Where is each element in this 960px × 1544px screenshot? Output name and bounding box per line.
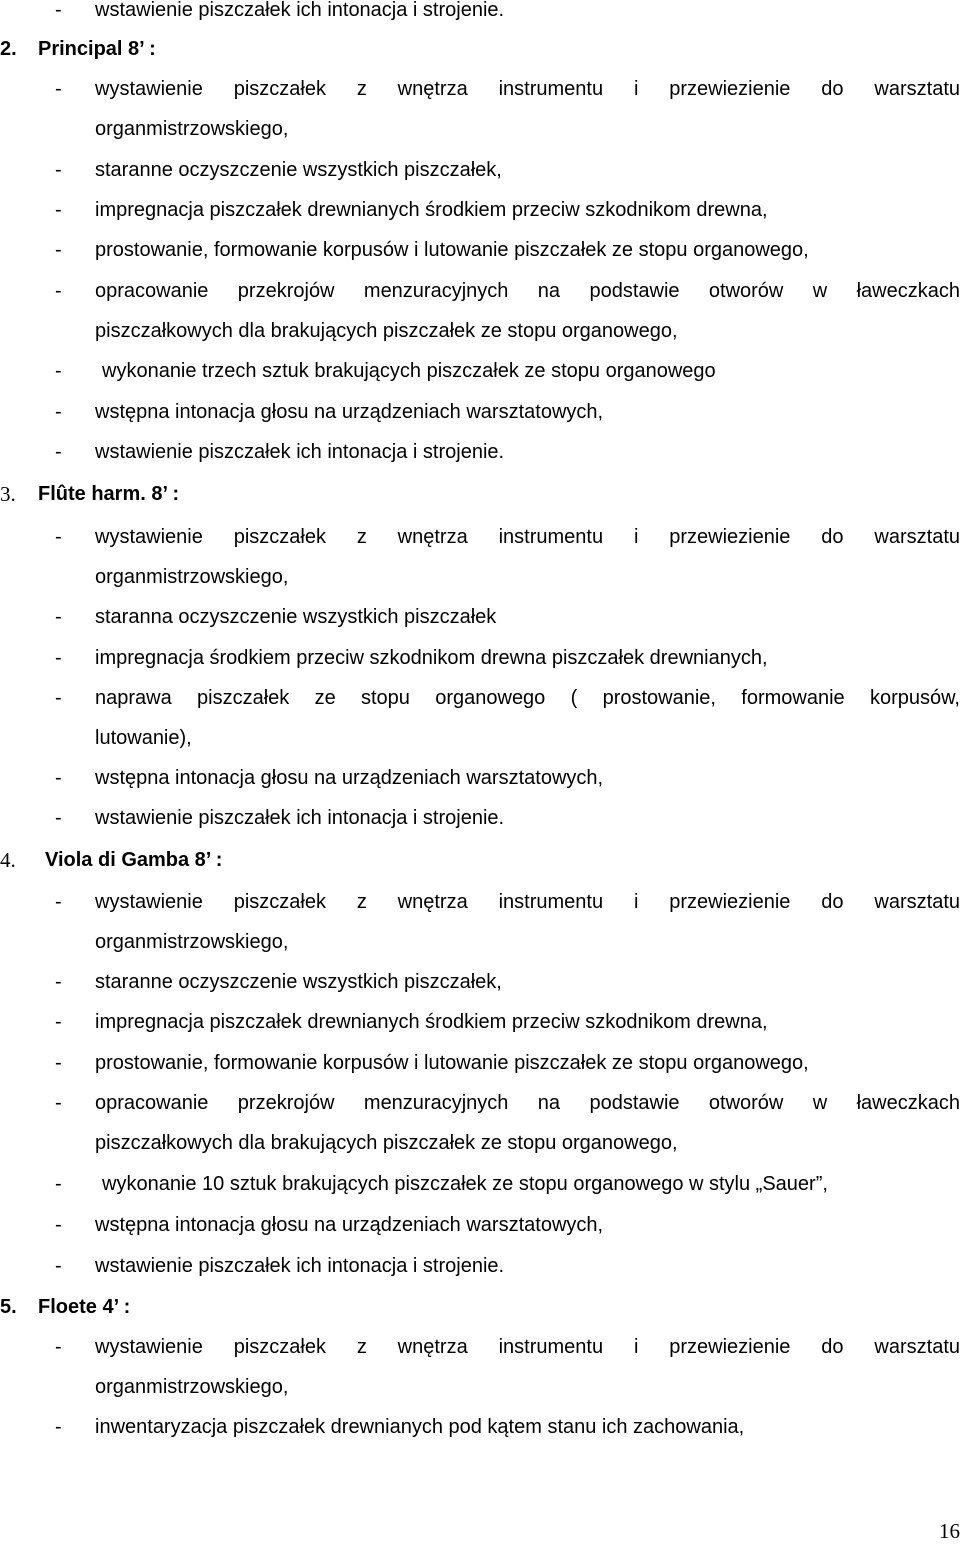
list-item-text: impregnacja środkiem przeciw szkodnikom drewna piszczałek drewnianych, bbox=[95, 647, 768, 669]
list-item bbox=[0, 684, 960, 712]
section-title: Principal 8’ : bbox=[38, 38, 156, 60]
section-title: Viola di Gamba 8’ : bbox=[45, 849, 223, 871]
bullet-dash: - bbox=[55, 1416, 62, 1438]
bullet-dash: - bbox=[55, 1214, 62, 1236]
bullet-dash: - bbox=[55, 606, 62, 628]
list-item-text: lutowanie), bbox=[95, 727, 192, 749]
list-item bbox=[0, 1252, 960, 1280]
section-number: 4. bbox=[0, 848, 16, 872]
list-item-text: organmistrzowskiego, bbox=[95, 1376, 289, 1398]
list-item bbox=[0, 603, 960, 631]
bullet-dash: - bbox=[55, 767, 62, 789]
bullet-dash: - bbox=[55, 526, 62, 548]
list-item-text: wystawienie piszczałek z wnętrza instrumentu i przewiezienie do warsztatu bbox=[95, 526, 960, 548]
list-item-text: wykonanie trzech sztuk brakujących piszczałek ze stopu organowego bbox=[102, 360, 716, 382]
list-item-text: staranna oczyszczenie wszystkich piszczałek bbox=[95, 606, 497, 628]
list-item-text: wstawienie piszczałek ich intonacja i strojenie. bbox=[95, 807, 505, 829]
list-item bbox=[0, 156, 960, 184]
list-item bbox=[0, 1089, 960, 1117]
list-item bbox=[0, 196, 960, 224]
section-number: 3. bbox=[0, 482, 16, 506]
section-heading bbox=[0, 480, 960, 508]
list-item-continuation bbox=[0, 928, 960, 956]
list-item bbox=[0, 438, 960, 466]
list-item bbox=[0, 1413, 960, 1441]
bullet-dash: - bbox=[55, 1092, 62, 1114]
bullet-dash: - bbox=[55, 1255, 62, 1277]
list-item-text: wstawienie piszczałek ich intonacja i strojenie. bbox=[95, 0, 505, 21]
section-number: 5. bbox=[0, 1296, 17, 1318]
list-item bbox=[0, 398, 960, 426]
bullet-dash: - bbox=[55, 280, 62, 302]
list-item-continuation bbox=[0, 724, 960, 752]
bullet-dash: - bbox=[55, 971, 62, 993]
list-item-text: opracowanie przekrojów menzuracyjnych na podstawie otworów w ławeczkach bbox=[95, 1092, 960, 1114]
list-item-continuation bbox=[0, 563, 960, 591]
list-item-text: wstępna intonacja głosu na urządzeniach warsztatowych, bbox=[95, 401, 604, 423]
list-item bbox=[0, 888, 960, 916]
list-item bbox=[0, 804, 960, 832]
bullet-dash: - bbox=[55, 441, 62, 463]
bullet-dash: - bbox=[55, 1173, 62, 1195]
list-item-text: wystawienie piszczałek z wnętrza instrumentu i przewiezienie do warsztatu bbox=[95, 1336, 960, 1358]
list-item-text: wykonanie 10 sztuk brakujących piszczałek ze stopu organowego w stylu „Sauer”, bbox=[102, 1173, 828, 1195]
section-heading bbox=[0, 35, 960, 63]
list-item-continuation bbox=[0, 317, 960, 345]
bullet-dash: - bbox=[55, 78, 62, 100]
bullet-dash: - bbox=[55, 647, 62, 669]
list-item-text: wstawienie piszczałek ich intonacja i strojenie. bbox=[95, 441, 505, 463]
bullet-dash: - bbox=[55, 401, 62, 423]
list-item-text: organmistrzowskiego, bbox=[95, 931, 289, 953]
page-number: 16 bbox=[939, 1519, 960, 1543]
section-heading bbox=[0, 846, 960, 874]
list-item-text: opracowanie przekrojów menzuracyjnych na podstawie otworów w ławeczkach bbox=[95, 280, 960, 302]
list-item-text: impregnacja piszczałek drewnianych środkiem przeciw szkodnikom drewna, bbox=[95, 1011, 768, 1033]
section-number: 2. bbox=[0, 38, 17, 60]
bullet-dash: - bbox=[55, 0, 62, 21]
list-item-text: staranne oczyszczenie wszystkich piszczałek, bbox=[95, 159, 502, 181]
list-item bbox=[0, 0, 960, 24]
list-item-text: wstępna intonacja głosu na urządzeniach warsztatowych, bbox=[95, 767, 604, 789]
bullet-dash: - bbox=[55, 1336, 62, 1358]
list-item bbox=[0, 236, 960, 264]
bullet-dash: - bbox=[55, 199, 62, 221]
bullet-dash: - bbox=[55, 360, 62, 382]
section-title: Flûte harm. 8’ : bbox=[38, 483, 180, 505]
list-item bbox=[0, 644, 960, 672]
list-item-text: prostowanie, formowanie korpusów i lutowanie piszczałek ze stopu organowego, bbox=[95, 239, 809, 261]
list-item bbox=[0, 75, 960, 103]
list-item-text: wystawienie piszczałek z wnętrza instrumentu i przewiezienie do warsztatu bbox=[95, 891, 960, 913]
list-item bbox=[0, 1049, 960, 1077]
list-item bbox=[0, 523, 960, 551]
list-item-text: impregnacja piszczałek drewnianych środkiem przeciw szkodnikom drewna, bbox=[95, 199, 768, 221]
list-item-text: naprawa piszczałek ze stopu organowego ( prostowanie, formowanie korpusów, bbox=[95, 687, 960, 709]
bullet-dash: - bbox=[55, 807, 62, 829]
bullet-dash: - bbox=[55, 1052, 62, 1074]
list-item bbox=[0, 1333, 960, 1361]
bullet-dash: - bbox=[55, 239, 62, 261]
list-item-text: organmistrzowskiego, bbox=[95, 566, 289, 588]
list-item-text: piszczałkowych dla brakujących piszczałek ze stopu organowego, bbox=[95, 1132, 678, 1154]
bullet-dash: - bbox=[55, 159, 62, 181]
list-item-text: wstępna intonacja głosu na urządzeniach warsztatowych, bbox=[95, 1214, 604, 1236]
list-item bbox=[0, 968, 960, 996]
list-item bbox=[0, 1211, 960, 1239]
list-item-continuation bbox=[0, 115, 960, 143]
bullet-dash: - bbox=[55, 891, 62, 913]
list-item-text: organmistrzowskiego, bbox=[95, 118, 289, 140]
section-heading bbox=[0, 1293, 960, 1321]
list-item-text: wystawienie piszczałek z wnętrza instrumentu i przewiezienie do warsztatu bbox=[95, 78, 960, 100]
list-item bbox=[0, 764, 960, 792]
list-item bbox=[0, 277, 960, 305]
bullet-dash: - bbox=[55, 1011, 62, 1033]
list-item-text: piszczałkowych dla brakujących piszczałek ze stopu organowego, bbox=[95, 320, 678, 342]
list-item-continuation bbox=[0, 1373, 960, 1401]
section-title: Floete 4’ : bbox=[38, 1296, 131, 1318]
bullet-dash: - bbox=[55, 687, 62, 709]
list-item-text: staranne oczyszczenie wszystkich piszczałek, bbox=[95, 971, 502, 993]
list-item-text: wstawienie piszczałek ich intonacja i strojenie. bbox=[95, 1255, 505, 1277]
list-item bbox=[0, 1170, 960, 1198]
list-item-text: prostowanie, formowanie korpusów i lutowanie piszczałek ze stopu organowego, bbox=[95, 1052, 809, 1074]
list-item-continuation bbox=[0, 1129, 960, 1157]
list-item bbox=[0, 1008, 960, 1036]
list-item-text: inwentaryzacja piszczałek drewnianych pod kątem stanu ich zachowania, bbox=[95, 1416, 745, 1438]
list-item bbox=[0, 357, 960, 385]
